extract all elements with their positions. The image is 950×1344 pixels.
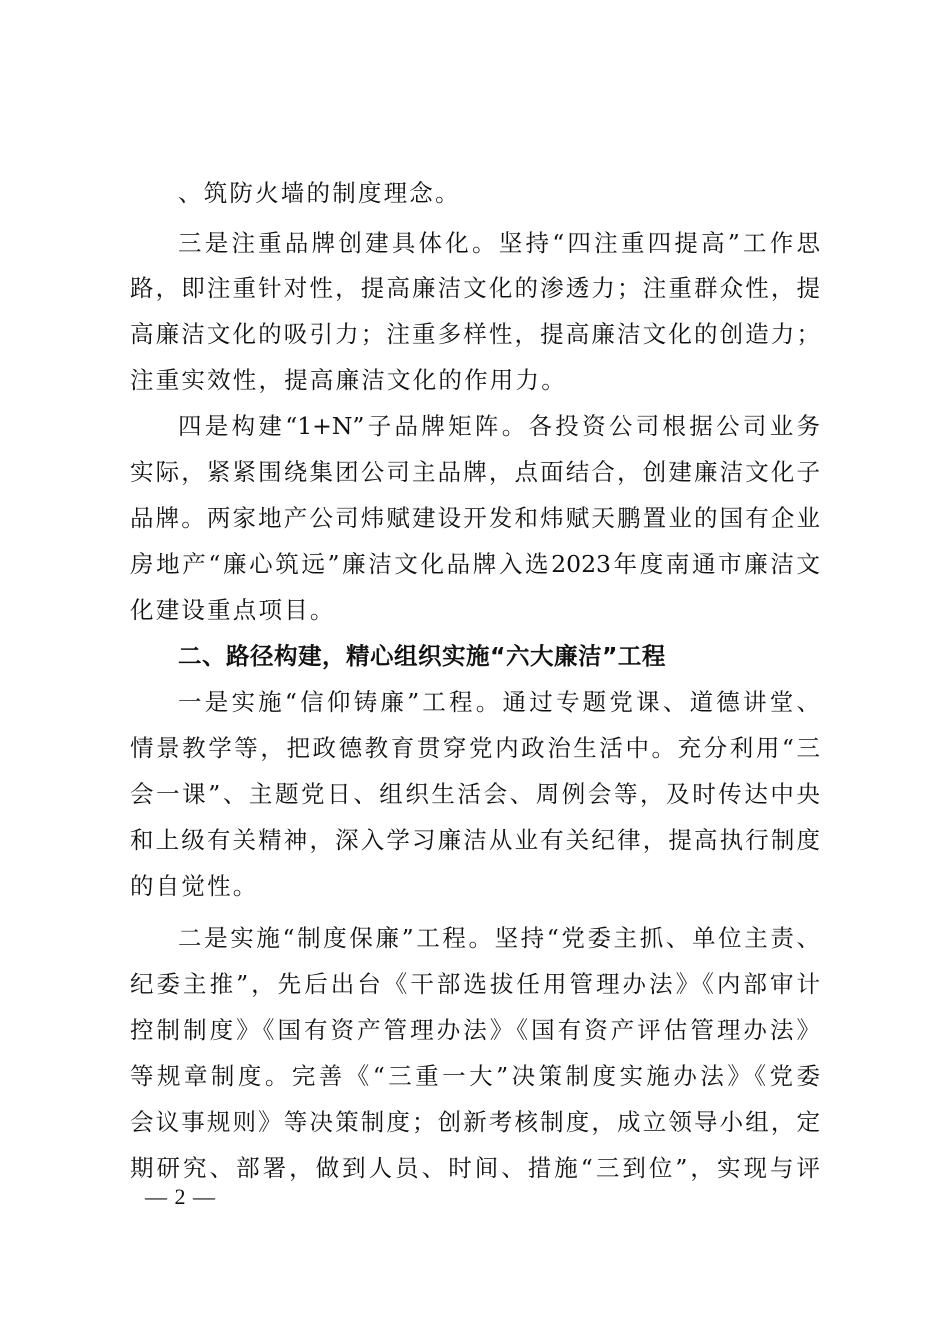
paragraph-faith-line-3: 会一课”、主题党日、组织生活会、周例会等，及时传达中央 [130, 780, 820, 808]
paragraph-matrix-line-5: 化建设重点项目。 [130, 596, 336, 624]
paragraph-matrix-line-3: 品牌。两家地产公司炜赋建设开发和炜赋天鹏置业的国有企业 [130, 504, 820, 532]
paragraph-faith-line-5: 的自觉性。 [130, 872, 259, 900]
paragraph-faith-line-2: 情景教学等，把政德教育贯穿党内政治生活中。充分利用“三 [130, 734, 820, 762]
page-number: — 2 — [145, 1184, 216, 1209]
paragraph-system-line-3: 控制制度》《国有资产管理办法》《国有资产评估管理办法》 [130, 1016, 820, 1044]
paragraph-faith-line-1: 一是实施“信仰铸廉”工程。通过专题党课、道德讲堂、 [178, 688, 820, 716]
section-heading: 二、路径构建，精心组织实施“六大廉洁”工程 [178, 642, 666, 670]
paragraph-matrix-line-4: 房地产“廉心筑远”廉洁文化品牌入选2023年度南通市廉洁文 [130, 550, 820, 578]
paragraph-continuation-line: 、筑防火墙的制度理念。 [178, 179, 461, 207]
paragraph-matrix-line-1: 四是构建“1+N”子品牌矩阵。各投资公司根据公司业务 [178, 412, 820, 440]
paragraph-system-line-1: 二是实施“制度保廉”工程。坚持“党委主抓、单位主责、 [178, 924, 820, 952]
paragraph-system-line-4: 等规章制度。完善《“三重一大”决策制度实施办法》《党委 [130, 1062, 820, 1090]
paragraph-system-line-6: 期研究、部署，做到人员、时间、措施“三到位”，实现与评 [130, 1154, 820, 1182]
paragraph-matrix-line-2: 实际，紧紧围绕集团公司主品牌，点面结合，创建廉洁文化子 [130, 458, 820, 486]
paragraph-brand-line-4: 注重实效性，提高廉洁文化的作用力。 [130, 366, 567, 394]
paragraph-faith-line-4: 和上级有关精神，深入学习廉洁从业有关纪律，提高执行制度 [130, 826, 820, 854]
paragraph-system-line-2: 纪委主推”，先后出台《干部选拔任用管理办法》《内部审计 [130, 970, 820, 998]
paragraph-brand-line-1: 三是注重品牌创建具体化。坚持“四注重四提高”工作思 [178, 229, 820, 257]
paragraph-system-line-5: 会议事规则》等决策制度；创新考核制度，成立领导小组，定 [130, 1108, 820, 1136]
paragraph-brand-line-3: 高廉洁文化的吸引力；注重多样性，提高廉洁文化的创造力； [130, 320, 820, 348]
paragraph-brand-line-2: 路，即注重针对性，提高廉洁文化的渗透力；注重群众性，提 [130, 274, 820, 302]
